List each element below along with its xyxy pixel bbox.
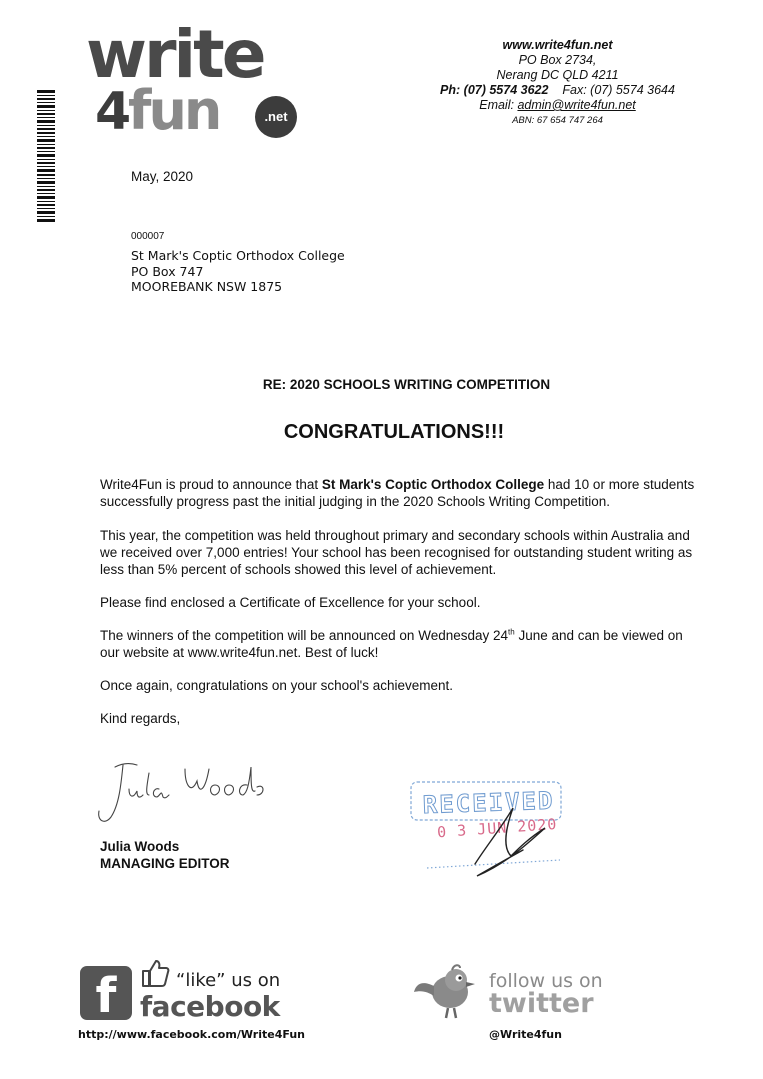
email-line	[420, 98, 695, 113]
letter-date: May, 2020	[131, 169, 194, 184]
phone-line	[420, 83, 695, 98]
p1-pre: Write4Fun is proud to announce that	[100, 477, 322, 492]
paragraph-5: Once again, congratulations on your school's achievement.	[100, 678, 454, 693]
recipient-address	[131, 248, 345, 295]
p4-post: June and can be viewed on our website at www.write4fun.net. Best of luck!	[100, 628, 683, 660]
p4-pre: The winners of the competition will be announced on Wednesday 24	[100, 628, 509, 643]
logo-digit: 4	[95, 82, 130, 142]
phone: (07) 5574 3622	[463, 83, 549, 97]
logo-net-badge: .net	[255, 96, 297, 138]
contact-block	[420, 38, 695, 128]
city-line: Nerang DC QLD 4211	[496, 68, 619, 82]
paragraph-2: This year, the competition was held throughout primary and secondary schools within Australia and we received over 7,000 entries! Your school has been recognised for outstanding student writing as less than 5% percent of schools showed this level of achievement.	[100, 528, 693, 577]
p1-post: had 10 or more students successfully progress past the initial judging in the 2020 Schools Writing Competition.	[100, 477, 695, 509]
reference-number: 000007	[131, 231, 165, 242]
po-box: PO Box 2734,	[518, 53, 597, 67]
twitter-bird-icon	[412, 962, 478, 1022]
barcode-icon	[37, 90, 55, 222]
stamp-word: RECEIVED	[422, 786, 555, 820]
logo-write: write	[86, 16, 264, 93]
p1-school: St Mark's Coptic Orthodox College	[321, 477, 545, 492]
fax: (07) 5574 3644	[590, 83, 675, 97]
recipient-city: MOOREBANK NSW 1875	[131, 279, 283, 294]
signatory-name: Julia Woods	[100, 839, 180, 854]
received-stamp	[405, 768, 580, 883]
signatory-title: MANAGING EDITOR	[100, 856, 230, 871]
recipient-name: St Mark's Coptic Orthodox College	[131, 248, 345, 263]
p4-sup: th	[508, 627, 515, 637]
recipient-po-box: PO Box 747	[131, 263, 204, 279]
stamp-date: 0 3 JUN 2020	[436, 814, 558, 842]
facebook-wordmark: facebook	[140, 990, 280, 1023]
facebook-url[interactable]: http://www.facebook.com/Write4Fun	[78, 1028, 305, 1041]
website[interactable]: www.write4fun.net	[502, 38, 613, 52]
signatory-block	[100, 838, 230, 872]
thumbs-up-icon	[140, 958, 170, 988]
handwritten-signature	[93, 755, 268, 830]
email-label: Email:	[479, 98, 514, 112]
facebook-like-text: “like” us on	[176, 970, 281, 991]
twitter-follow-text: follow us on	[489, 970, 603, 992]
subject-line: RE: 2020 SCHOOLS WRITING COMPETITION	[262, 377, 551, 392]
heading: CONGRATULATIONS!!!	[283, 421, 505, 443]
phone-label: Ph:	[440, 83, 461, 97]
twitter-handle[interactable]: @Write4fun	[489, 1028, 562, 1041]
paragraph-1	[100, 476, 700, 510]
paragraph-3: Please find enclosed a Certificate of Excellence for your school.	[100, 595, 481, 610]
twitter-wordmark: twitter	[489, 988, 594, 1019]
abn: ABN: 67 654 747 264	[512, 115, 603, 126]
facebook-logo-icon[interactable]: f	[80, 966, 132, 1020]
paragraph-4	[100, 627, 700, 661]
fax-label: Fax:	[562, 83, 587, 97]
email-link[interactable]: admin@write4fun.net	[517, 98, 636, 112]
logo-fun: fun	[128, 79, 220, 142]
closing: Kind regards,	[100, 711, 181, 726]
